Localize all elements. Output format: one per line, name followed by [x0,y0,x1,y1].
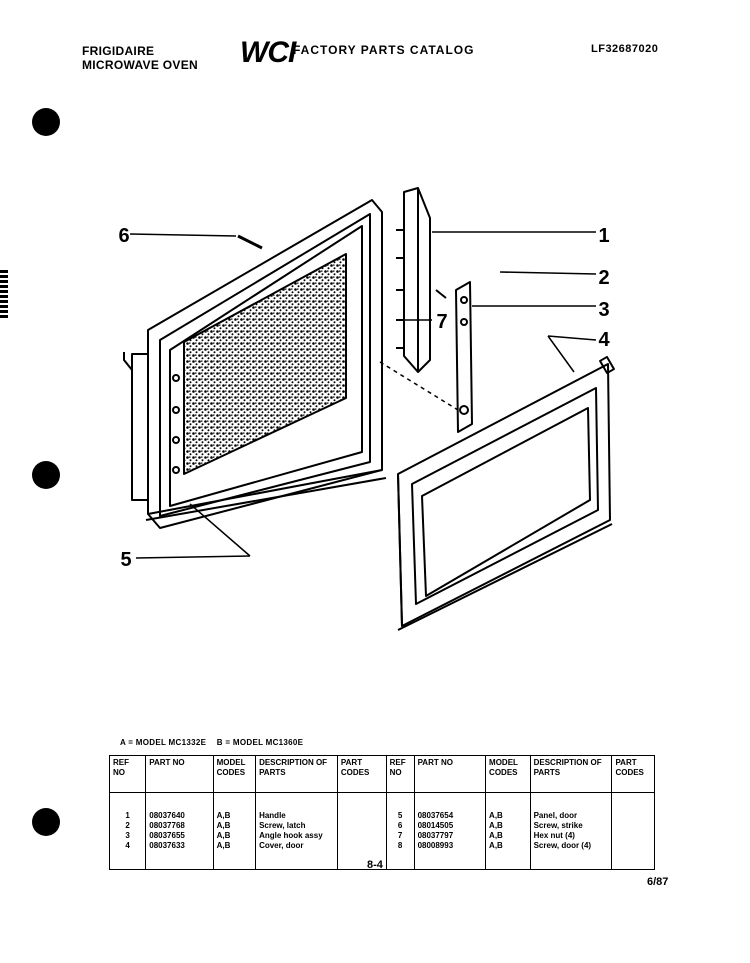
callout-4: 4 [598,329,610,351]
col-part-codes: PART CODES [337,756,386,793]
callout-5: 5 [120,549,132,571]
catalog-id: LF32687020 [591,43,659,55]
callout-7: 7 [436,311,448,333]
handle-part [396,188,430,372]
model-legend [120,738,311,747]
col-description: DESCRIPTION OF PARTS [256,756,338,793]
callout-2: 2 [598,267,610,289]
page-date: 6/87 [647,876,669,888]
col-part-no: PART NO [146,756,213,793]
col-ref-no: REF NO [110,756,146,793]
col-part-no-2: PART NO [414,756,485,793]
callout-1: 1 [598,225,610,247]
table-body-row [110,793,655,870]
legend-model-b: B = MODEL MC1360E [216,738,304,747]
door-cover-part [398,357,614,630]
part-codes-cell-2 [612,793,655,870]
description-cell: Handle Screw, latch Angle hook assy Cover, door [256,793,338,870]
model-codes-cell-2: A,B A,B A,B A,B [486,793,531,870]
col-model-codes: MODEL CODES [213,756,255,793]
ref-no-cell: 1 2 3 4 [110,793,146,870]
door-frame-assembly [124,200,386,528]
col-description-2: DESCRIPTION OF PARTS [530,756,612,793]
callout-3: 3 [598,299,610,321]
description-cell-2: Panel, door Screw, strike Hex nut (4) Screw, door (4) [530,793,612,870]
legend-model-a: A = MODEL MC1332E [120,738,207,747]
angle-hook-part [436,282,472,432]
ref-no-cell-2: 5 6 7 8 [386,793,414,870]
screw-part [238,236,262,248]
table-header-row [110,756,655,793]
part-no-cell: 08037640 08037768 08037655 08037633 [146,793,213,870]
part-codes-cell [337,793,386,870]
page-number: 8-4 [367,859,383,871]
catalog-title: FACTORY PARTS CATALOG [293,43,475,57]
product-name: MICROWAVE OVEN [82,58,198,72]
col-ref-no-2: REF NO [386,756,414,793]
col-part-codes-2: PART CODES [612,756,655,793]
col-model-codes-2: MODEL CODES [486,756,531,793]
part-no-cell-2: 08037654 08014505 08037797 08008993 [414,793,485,870]
parts-list-table [109,755,655,870]
wci-logo: WCI [240,36,296,69]
model-codes-cell: A,B A,B A,B A,B [213,793,255,870]
callout-6: 6 [118,225,130,247]
brand-name: FRIGIDAIRE [82,44,155,58]
